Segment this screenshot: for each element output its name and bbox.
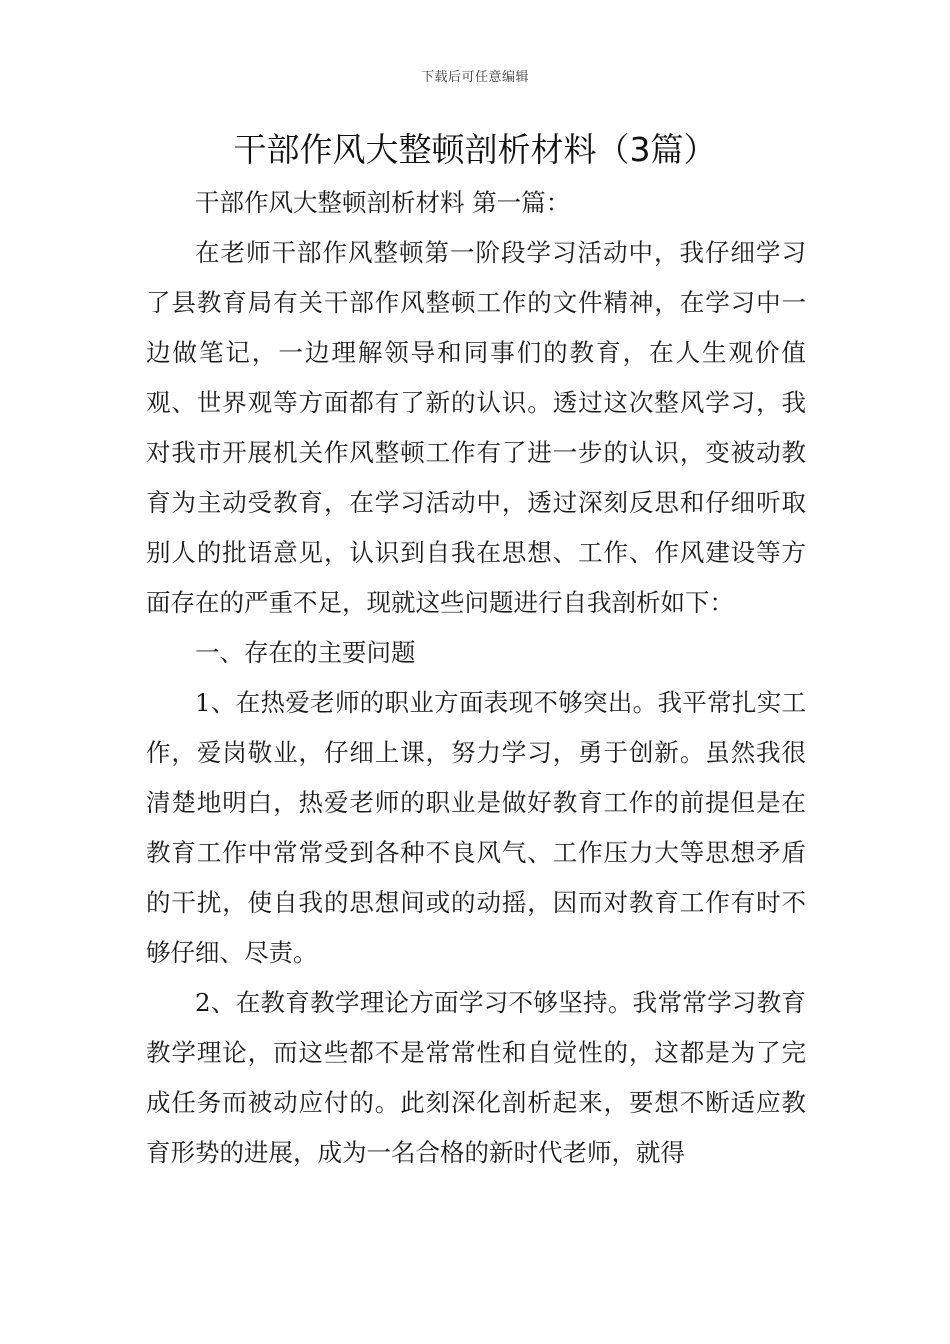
section-subheading: 干部作风大整顿剖析材料 第一篇： — [195, 188, 571, 217]
section-heading-problems: 一、存在的主要问题 — [195, 638, 416, 667]
document-title: 干部作风大整顿剖析材料（3篇） — [233, 130, 717, 169]
paragraph-intro: 在老师干部作风整顿第一阶段学习活动中，我仔细学习了县教育局有关干部作风整顿工作的文件精神，在学习中一边做笔记，一边理解领导和同事们的教育，在人生观价值观、世界观等方面都有了新的认识。透过这次整风学习，我对我市开展机关作风整顿工作有了进一步的认识，变被动教育为主动受教育，在学习活动中，透过深刻反思和仔细听取别人的批语意见，认识到自我在思想、工作、作风建设等方面存在的严重不足，现就这些问题进行自我剖析如下： — [146, 238, 806, 617]
paragraph-point-2: 2、在教育教学理论方面学习不够坚持。我常常学习教育教学理论，而这些都不是常常性和自觉性的，这都是为了完成任务而被动应付的。此刻深化剖析起来，要想不断适应教育形势的进展，成为一名合格的新时代老师，就得 — [146, 988, 806, 1167]
paragraph-point-1: 1、在热爱老师的职业方面表现不够突出。我平常扎实工作，爱岗敬业，仔细上课，努力学习，勇于创新。虽然我很清楚地明白，热爱老师的职业是做好教育工作的前提但是在教育工作中常常受到各种不良风气、工作压力大等思想矛盾的干扰，使自我的思想间或的动摇，因而对教育工作有时不够仔细、尽责。 — [146, 688, 806, 967]
header-note: 下载后可任意编辑 — [420, 70, 529, 85]
document-body — [146, 178, 806, 1178]
